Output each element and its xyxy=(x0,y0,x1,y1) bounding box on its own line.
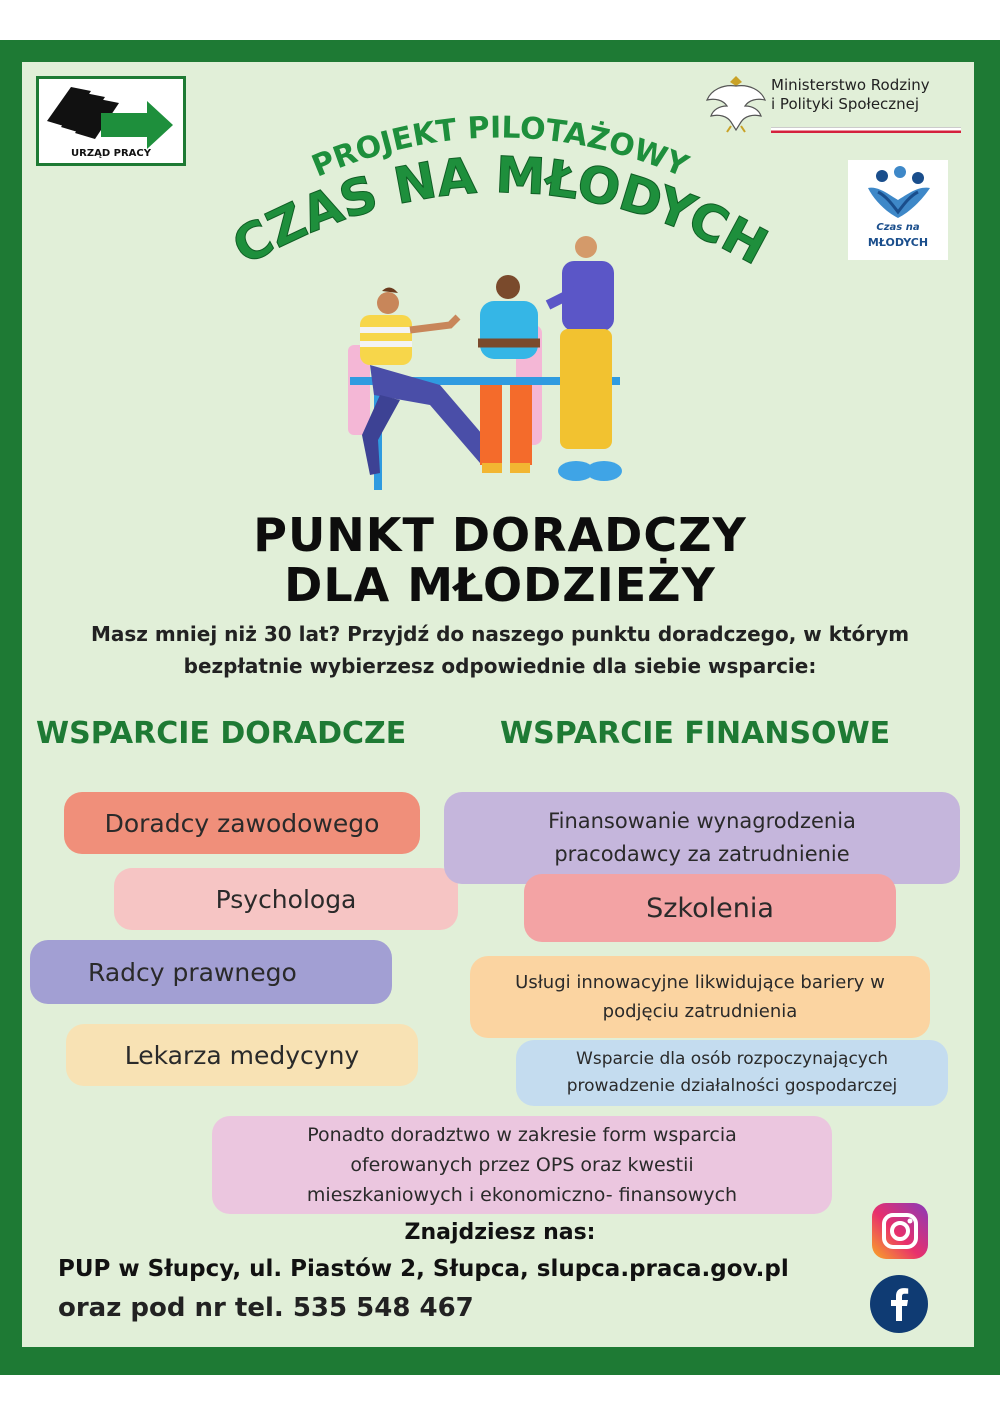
financial-item-wage-financing-line1: Finansowanie wynagrodzenia xyxy=(548,809,856,833)
financial-item-wage-financing xyxy=(444,792,960,884)
czas-logo-line1: Czas na xyxy=(876,222,920,233)
ministry-name xyxy=(771,76,971,114)
financial-item-innovative-services-line1: Usługi innowacyjne likwidujące bariery w xyxy=(515,972,885,993)
ops-advisory-note xyxy=(212,1116,832,1214)
intro-line1: Masz mniej niż 30 lat? Przyjdź do naszego punktu doradczego, w którym xyxy=(90,622,910,646)
advisory-item-legal-advisor: Radcy prawnego xyxy=(30,940,392,1004)
ministry-name-line2: i Polityki Społecznej xyxy=(771,95,920,113)
financial-item-business-startup-line1: Wsparcie dla osób rozpoczynających xyxy=(576,1049,888,1069)
ops-advisory-note-line1: Ponadto doradztwo w zakresie form wsparcia xyxy=(307,1124,737,1146)
advisory-item-career-counselor: Doradcy zawodowego xyxy=(64,792,420,854)
main-title-line2: DLA MŁODZIEŻY xyxy=(284,558,716,612)
intro-line2: bezpłatnie wybierzesz odpowiednie dla siebie wsparcie: xyxy=(183,654,817,678)
czas-logo-line2: MŁODYCH xyxy=(867,236,929,249)
financial-item-innovative-services xyxy=(470,956,930,1038)
advisory-item-psychologist: Psychologa xyxy=(114,868,458,930)
find-us-heading: Znajdziesz nas: xyxy=(404,1220,596,1245)
facebook-icon[interactable] xyxy=(870,1275,928,1333)
phone-number: oraz pod nr tel. 535 548 467 xyxy=(58,1293,474,1323)
ops-advisory-note-line3: mieszkaniowych i ekonomiczno- finansowych xyxy=(306,1184,738,1206)
project-pilot-label: PROJEKT PILOTAŻOWY xyxy=(307,110,693,185)
main-title-line1: PUNKT DORADCZY xyxy=(253,508,747,562)
czas-na-mlodych-heading: CZAS NA MŁODYCH xyxy=(223,145,777,277)
young-people-illustration xyxy=(340,235,630,495)
financial-item-wage-financing-line2: pracodawcy za zatrudnienie xyxy=(554,842,850,866)
office-address: PUP w Słupcy, ul. Piastów 2, Słupca, slupca.praca.gov.pl xyxy=(58,1256,789,1282)
intro-text xyxy=(40,618,960,682)
czas-na-mlodych-logo xyxy=(848,160,948,260)
ministry-name-line1: Ministerstwo Rodziny xyxy=(771,76,930,94)
financial-item-business-startup-line2: prowadzenie działalności gospodarczej xyxy=(566,1076,898,1096)
pup-logo xyxy=(36,76,186,166)
financial-item-business-startup xyxy=(516,1040,948,1106)
advisory-item-physician: Lekarza medycyny xyxy=(66,1024,418,1086)
instagram-icon[interactable] xyxy=(872,1203,928,1259)
facebook-glyph-icon xyxy=(870,1275,928,1333)
financial-support-heading: WSPARCIE FINANSOWE xyxy=(500,716,891,751)
pup-logo-caption: URZĄD PRACY xyxy=(71,148,151,159)
instagram-glyph-icon xyxy=(872,1203,928,1259)
advisory-support-heading: WSPARCIE DORADCZE xyxy=(36,716,407,751)
financial-item-innovative-services-line2: podjęciu zatrudnienia xyxy=(602,1001,798,1022)
ops-advisory-note-line2: oferowanych przez OPS oraz kwestii xyxy=(350,1154,694,1176)
people-circle-logo-icon xyxy=(848,160,948,224)
financial-item-training: Szkolenia xyxy=(524,874,896,942)
